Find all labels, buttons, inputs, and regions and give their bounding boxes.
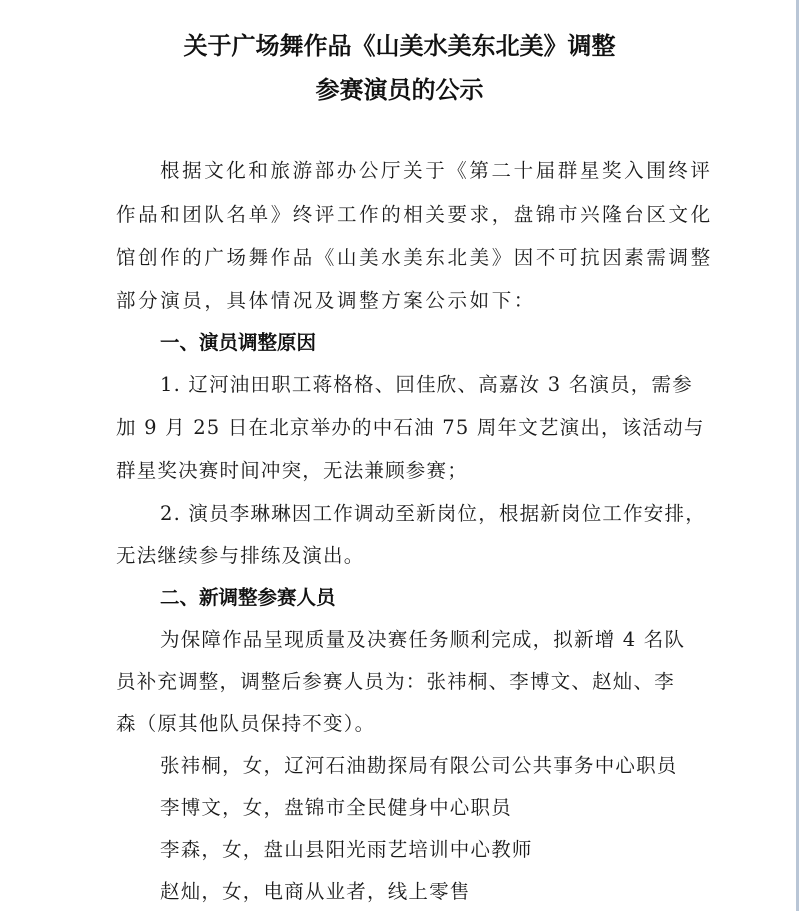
- intro-line-4: 部分演员，具体情况及调整方案公示如下：: [116, 289, 536, 312]
- member-line: 张祎桐，女，辽河石油勘探局有限公司公共事务中心职员: [160, 754, 678, 777]
- member-line: 李博文，女，盘锦市全民健身中心职员: [160, 796, 512, 819]
- adjust-para-line-2: 员补充调整，调整后参赛人员为：张祎桐、李博文、赵灿、李: [116, 670, 675, 693]
- reason-2-line-1: 2. 演员李琳琳因工作调动至新岗位，根据新岗位工作安排，: [160, 502, 706, 525]
- member-line: 李森，女，盘山县阳光雨艺培训中心教师: [160, 838, 533, 861]
- reason-2-line-2: 无法继续参与排练及演出。: [116, 544, 365, 567]
- member-line: 赵灿，女，电商从业者，线上零售: [160, 880, 471, 903]
- intro-line-1: 根据文化和旅游部办公厅关于《第二十届群星奖入围终评: [160, 159, 713, 182]
- reason-1-line-3: 群星奖决赛时间冲突，无法兼顾参赛；: [116, 459, 468, 482]
- adjust-para-line-1: 为保障作品呈现质量及决赛任务顺利完成，拟新增 4 名队: [160, 628, 686, 651]
- intro-line-2: 作品和团队名单》终评工作的相关要求，盘锦市兴隆台区文化: [116, 203, 713, 226]
- document-title-line-2: 参赛演员的公示: [315, 75, 484, 104]
- section-2-heading: 二、新调整参赛人员: [160, 586, 336, 609]
- reason-1-line-2: 加 9 月 25 日在北京举办的中石油 75 周年文艺演出，该活动与: [116, 416, 705, 439]
- document-title-line-1: 关于广场舞作品《山美水美东北美》调整: [183, 31, 616, 60]
- adjust-para-line-3: 森（原其他队员保持不变）。: [116, 712, 376, 735]
- reason-1-line-1: 1. 辽河油田职工蒋格格、回佳欣、高嘉汝 3 名演员，需参: [160, 373, 693, 396]
- section-1-heading: 一、演员调整原因: [160, 331, 317, 354]
- intro-line-3: 馆创作的广场舞作品《山美水美东北美》因不可抗因素需调整: [116, 246, 713, 269]
